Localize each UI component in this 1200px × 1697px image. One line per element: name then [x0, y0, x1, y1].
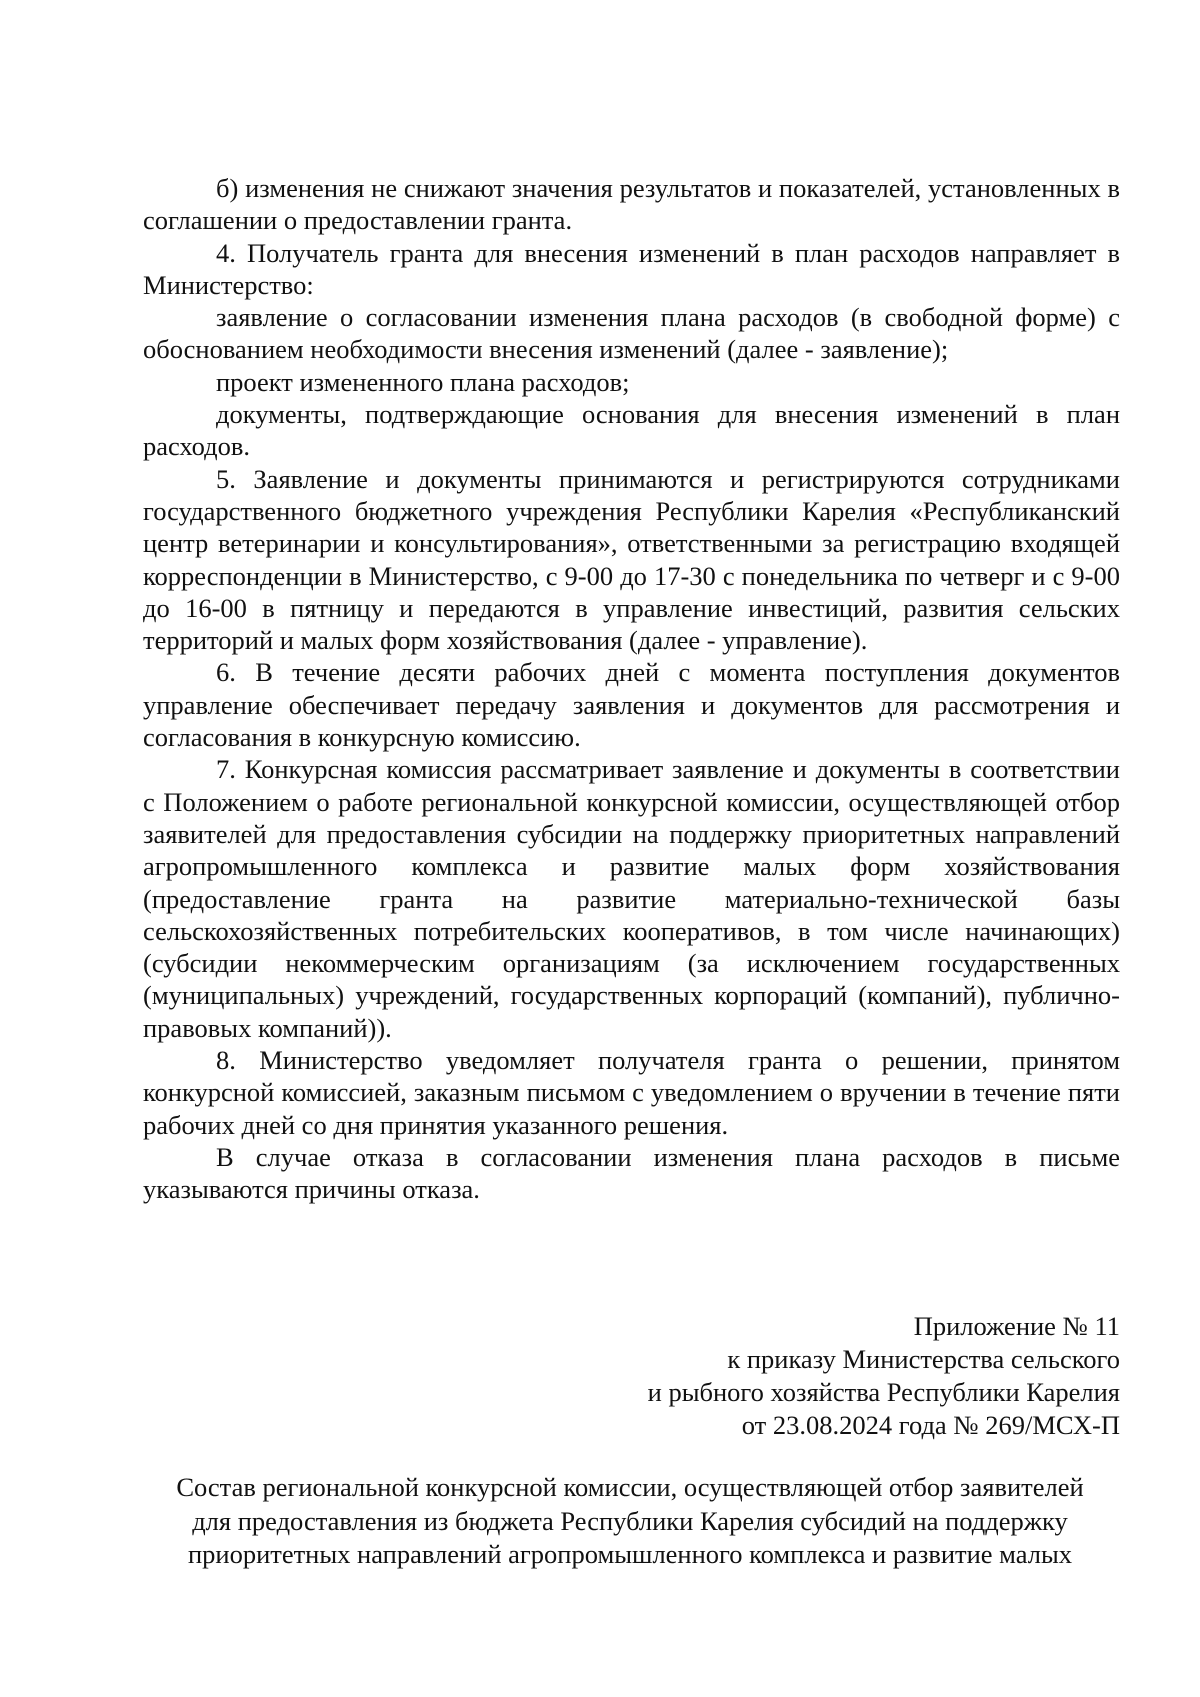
paragraph-application: заявление о согласовании изменения плана расходов (в свободной форме) с обоснованием необходимости внесения изменений (далее - заявление);: [143, 302, 1120, 365]
paragraph-refusal: В случае отказа в согласовании изменения плана расходов в письме указываются причины отказа.: [143, 1141, 1120, 1205]
paragraph-item-6: 6. В течение десяти рабочих дней с момента поступления документов управление обеспечивает передачу заявления и документов для рассмотрения и согласования в конкурсную комиссию.: [143, 657, 1120, 753]
appendix-header: [420, 1310, 1120, 1442]
paragraph-item-7: 7. Конкурсная комиссия рассматривает заявление и документы в соответствии с Положением о работе региональной конкурсной комиссии, осуществляющей отбор заявителей для предоставления субсидии на поддержку приоритетных направлений агропромышленного комплекса и развитие малых форм хозяйствования (предоставление гранта на развитие материально-технической базы сельскохозяйственных потребительских кооперативов, в том числе начинающих) (субсидии некоммерческим организациям (за исключением государственных (муниципальных) учреждений, государственных корпораций (компаний), публично-правовых компаний)).: [143, 754, 1120, 1043]
paragraph-item-8: 8. Министерство уведомляет получателя гранта о решении, принятом конкурсной комиссией, заказным письмом с уведомлением о вручении в течение пяти рабочих дней со дня принятия указанного решения.: [143, 1045, 1120, 1140]
paragraph-b-changes: б) изменения не снижают значения результатов и показателей, установленных в соглашении о предоставлении гранта.: [143, 173, 1120, 236]
appendix-order-date: от 23.08.2024 года № 269/МСХ-П: [741, 1410, 1120, 1440]
document-body: [143, 172, 1120, 1206]
appendix-ministry: и рыбного хозяйства Республики Карелия: [647, 1377, 1120, 1407]
paragraph-supporting-documents: документы, подтверждающие основания для внесения изменений в план расходов.: [143, 399, 1120, 462]
commission-title: [130, 1471, 1130, 1572]
commission-title-line: приоритетных направлений агропромышленного комплекса и развитие малых: [187, 1539, 1073, 1569]
commission-title-line: Состав региональной конкурсной комиссии, осуществляющей отбор заявителей: [176, 1472, 1084, 1502]
paragraph-item-5: 5. Заявление и документы принимаются и регистрируются сотрудниками государственного бюджетного учреждения Республики Карелия «Республиканский центр ветеринарии и консультирования», ответственными за регистрацию входящей корреспонденции в Министерство, с 9-00 до 17-30 с понедельника по четверг и с 9-00 до 16-00 в пятницу и передаются в управление инвестиций, развития сельских территорий и малых форм хозяйствования (далее - управление).: [143, 463, 1120, 656]
appendix-number: Приложение № 11: [913, 1311, 1120, 1341]
paragraph-item-4: 4. Получатель гранта для внесения изменений в план расходов направляет в Министерство:: [143, 237, 1120, 300]
appendix-order-ref: к приказу Министерства сельского: [727, 1344, 1120, 1374]
commission-title-line: для предоставления из бюджета Республики Карелия субсидий на поддержку: [192, 1505, 1068, 1536]
paragraph-draft-plan: проект измененного плана расходов;: [216, 366, 630, 397]
